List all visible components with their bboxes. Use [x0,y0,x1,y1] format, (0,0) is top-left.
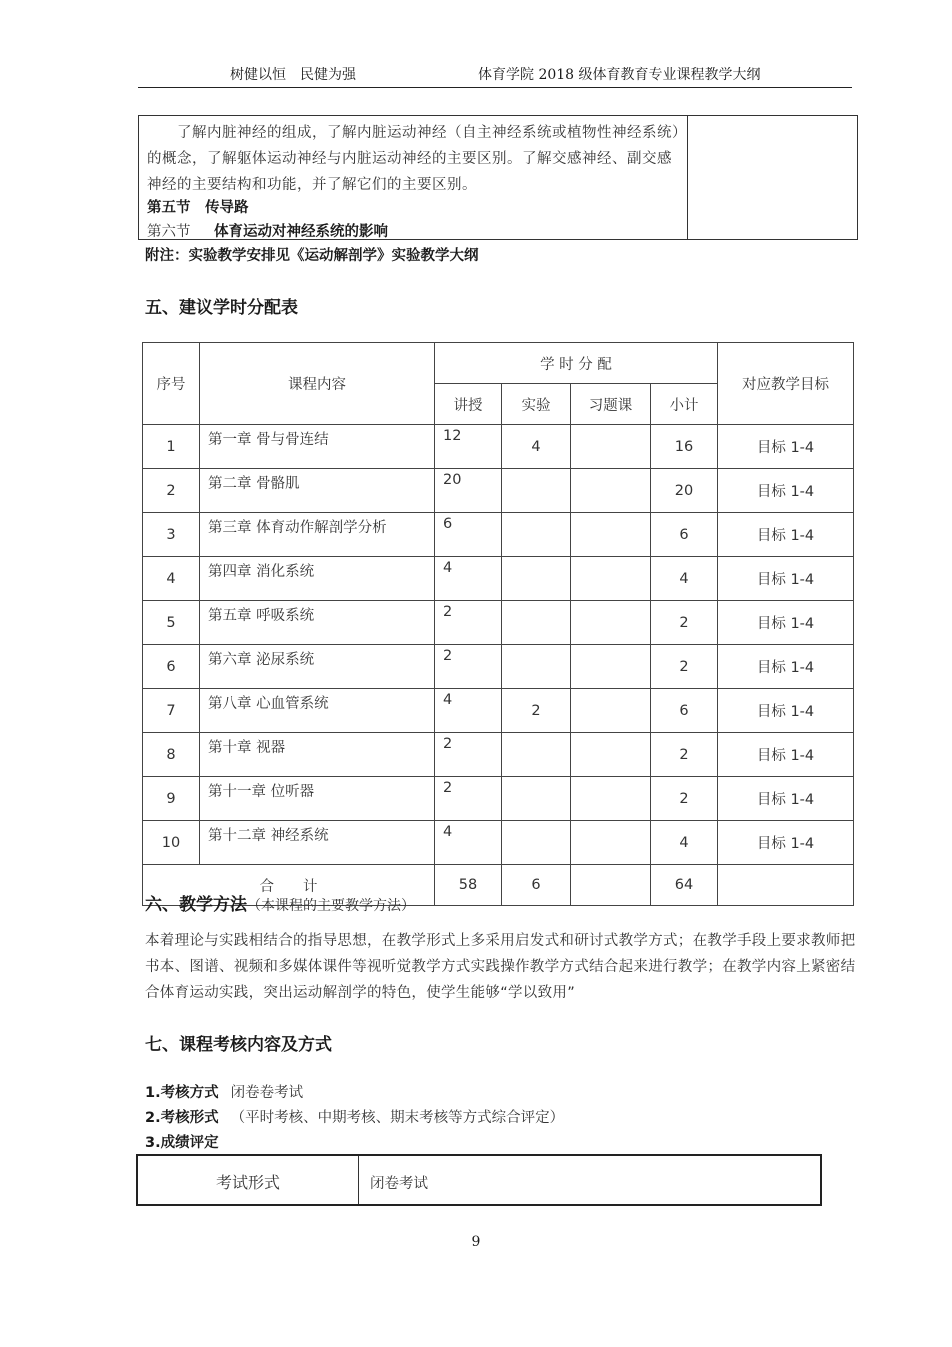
header-lab: 实验 [502,384,571,425]
row-content: 第三章 体育动作解剖学分析 [200,513,435,557]
row-content: 第八章 心血管系统 [200,689,435,733]
table-row [143,425,854,469]
row-lecture: 2 [435,733,502,777]
row-goal: 目标 1-4 [718,557,854,601]
section-6-paragraph: 本着理论与实践相结合的指导思想，在教学形式上多采用启发式和研讨式教学方式；在教学手段上要求教师把书本、图谱、视频和多媒体课件等视听觉教学方式实践操作教学方式结合起来进行教学；在教学内容上紧密结合体育运动实践，突出运动解剖学的特色，使学生能够“学以致用” [145,933,856,1001]
assessment-form-value: （平时考核、中期考核、期末考核等方式综合评定） [230,1110,565,1126]
row-subtotal: 2 [651,645,718,689]
exam-form-divider [358,1156,359,1204]
row-subtotal: 20 [651,469,718,513]
row-lecture: 2 [435,601,502,645]
row-subtotal: 6 [651,689,718,733]
table-row [143,601,854,645]
row-goal: 目标 1-4 [718,425,854,469]
row-lab [502,557,571,601]
row-exercise [571,645,651,689]
assessment-form [145,1106,564,1127]
row-exercise [571,425,651,469]
header-title: 体育学院 2018 级体育教育专业课程教学大纲 [478,67,761,83]
row-index: 9 [143,777,200,821]
row-index: 8 [143,733,200,777]
row-goal: 目标 1-4 [718,689,854,733]
row-lecture: 2 [435,645,502,689]
row-goal: 目标 1-4 [718,513,854,557]
row-exercise [571,601,651,645]
table-row [143,821,854,865]
total-lab: 6 [502,865,571,906]
row-goal: 目标 1-4 [718,645,854,689]
exam-form-value: 闭卷考试 [370,1176,428,1192]
row-index: 10 [143,821,200,865]
section-5-title: 第五节 传导路 [147,200,249,216]
row-subtotal: 2 [651,733,718,777]
row-lecture: 6 [435,513,502,557]
header-hours: 学 时 分 配 [435,343,718,384]
row-subtotal: 2 [651,601,718,645]
header-subtotal: 小计 [651,384,718,425]
row-index: 2 [143,469,200,513]
table-row [143,557,854,601]
section-6-heading-text: 六、教学方法 [145,895,247,915]
row-lab [502,469,571,513]
row-exercise [571,557,651,601]
section-6-title: 体育运动对神经系统的影响 [214,224,388,240]
row-index: 3 [143,513,200,557]
row-index: 4 [143,557,200,601]
hours-table [142,342,854,906]
row-goal: 目标 1-4 [718,469,854,513]
total-subtotal: 64 [651,865,718,906]
row-goal: 目标 1-4 [718,777,854,821]
header-index: 序号 [143,343,200,425]
row-subtotal: 4 [651,557,718,601]
assessment-method [145,1081,303,1102]
row-goal: 目标 1-4 [718,601,854,645]
row-lecture: 4 [435,557,502,601]
row-lecture: 12 [435,425,502,469]
row-content: 第一章 骨与骨连结 [200,425,435,469]
exam-form-key: 考试形式 [215,1173,280,1192]
total-label: 合 计 [143,865,435,906]
box-divider [687,116,688,239]
assessment-form-label: 2.考核形式 [145,1110,219,1126]
row-lab [502,821,571,865]
page-number: 9 [471,1234,481,1250]
content-paragraph [147,120,681,198]
row-lab [502,733,571,777]
row-index: 7 [143,689,200,733]
row-index: 5 [143,601,200,645]
table-row [143,469,854,513]
row-exercise [571,821,651,865]
table-row [143,645,854,689]
section-5-heading: 五、建议学时分配表 [145,298,298,318]
header-motto: 树健以恒 民健为强 [230,67,356,83]
row-content: 第十章 视器 [200,733,435,777]
row-lab [502,777,571,821]
total-goal [718,865,854,906]
assessment-method-value: 闭卷卷考试 [230,1085,304,1101]
row-content: 第四章 消化系统 [200,557,435,601]
row-content: 第六章 泌尿系统 [200,645,435,689]
table-row [143,513,854,557]
row-exercise [571,733,651,777]
row-lecture: 4 [435,821,502,865]
header-rule [138,87,852,88]
table-row [143,733,854,777]
exam-form-table [136,1154,822,1206]
header-exercise: 习题课 [571,384,651,425]
row-content: 第二章 骨骼肌 [200,469,435,513]
lab-note: 附注：实验教学安排见《运动解剖学》实验教学大纲 [145,248,479,264]
total-lecture: 58 [435,865,502,906]
row-exercise [571,469,651,513]
row-lecture: 4 [435,689,502,733]
content-paragraph-text: 了解内脏神经的组成，了解内脏运动神经（自主神经系统或植物性神经系统）的概念，了解躯体运动神经与内脏运动神经的主要区别。了解交感神经、副交感神经的主要结构和功能，并了解它们的主要区别。 [147,125,680,193]
row-lab: 4 [502,425,571,469]
row-exercise [571,689,651,733]
row-lab [502,601,571,645]
row-lab [502,513,571,557]
row-content: 第十一章 位听器 [200,777,435,821]
table-row [143,689,854,733]
grade-evaluation-label: 3.成绩评定 [145,1135,219,1151]
total-exercise [571,865,651,906]
section-6-prefix: 第六节 [147,224,191,240]
row-subtotal: 2 [651,777,718,821]
row-lab [502,645,571,689]
row-lab: 2 [502,689,571,733]
table-row [143,777,854,821]
section-7-heading: 七、课程考核内容及方式 [145,1035,332,1055]
row-content: 第十二章 神经系统 [200,821,435,865]
header-lecture: 讲授 [435,384,502,425]
assessment-method-label: 1.考核方式 [145,1085,219,1101]
row-subtotal: 16 [651,425,718,469]
row-goal: 目标 1-4 [718,733,854,777]
header-goal: 对应教学目标 [718,343,854,425]
row-index: 1 [143,425,200,469]
row-lecture: 2 [435,777,502,821]
row-subtotal: 6 [651,513,718,557]
syllabus-content-box [138,115,858,240]
section-6-subheading: （本课程的主要教学方法） [247,898,415,914]
section-6-heading [145,890,415,915]
row-exercise [571,513,651,557]
row-exercise [571,777,651,821]
row-subtotal: 4 [651,821,718,865]
header-content: 课程内容 [200,343,435,425]
row-goal: 目标 1-4 [718,821,854,865]
row-lecture: 20 [435,469,502,513]
row-content: 第五章 呼吸系统 [200,601,435,645]
row-index: 6 [143,645,200,689]
